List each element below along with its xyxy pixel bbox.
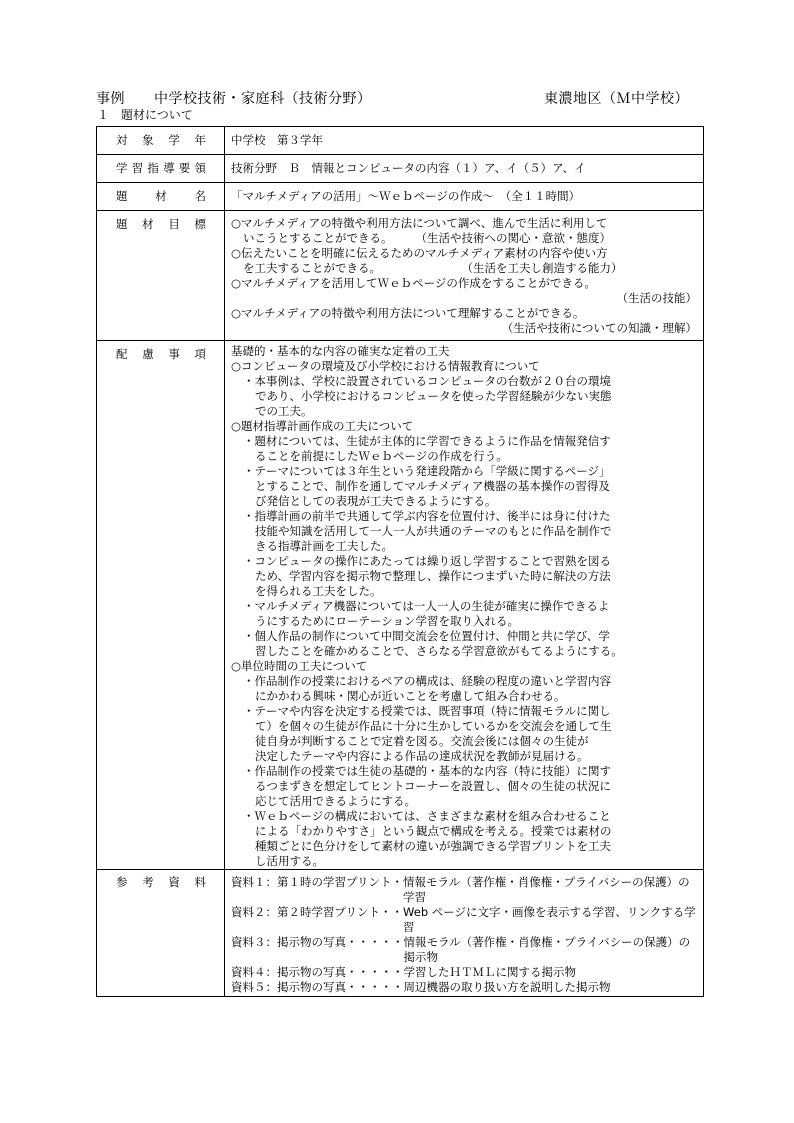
consideration-line: ○単位時間の工夫について xyxy=(231,659,368,673)
consideration-line: ため、学習内容を掲示物で整理し、操作につまずいた時に解決の方法 xyxy=(255,569,611,583)
consideration-line: び発信としての表現が工夫できるようにする。 xyxy=(255,494,497,508)
row-considerations xyxy=(97,341,704,870)
value-cell xyxy=(225,155,704,183)
consideration-line: ・題材については、生徒が主体的に学習できるように作品を情報発信す xyxy=(243,434,611,448)
consideration-line: を得られる工夫をした。 xyxy=(255,584,382,598)
goal-line: （生活の技能） xyxy=(616,291,697,305)
consideration-line: ・作品制作の授業では生徒の基礎的・基本的な内容（特に技能）に関す xyxy=(243,764,611,778)
goal-line: ○マルチメディアを活用してＷｅｂページの作成をすることができる。 xyxy=(231,276,596,290)
row-goals xyxy=(97,211,704,341)
reference-item: 資料１：第１時の学習プリント・ 情報モラル（著作権・肖像権・プライバシーの保護）の学習 xyxy=(231,875,690,904)
consideration-line: きる指導計画を工夫した。 xyxy=(255,539,393,553)
consideration-line: 決定したテーマや内容による作品の達成状況を教師が見届ける。 xyxy=(255,749,589,763)
consideration-line: て）を個々の生徒が作品に十分に生かしているかを交流会を通して生 xyxy=(255,719,612,733)
consideration-line: ・コンピュータの操作にあたっては繰り返し学習することで習熟を図る xyxy=(243,554,611,568)
consideration-line: とすることで、制作を通してマルチメディア機器の基本操作の習得及 xyxy=(255,479,610,493)
row-references xyxy=(97,870,704,997)
reference-item: 資料５：掲示物の写真・・・・・ 周辺機器の取り扱い方を説明した掲示物 xyxy=(231,980,611,994)
reference-item: 資料３：掲示物の写真・・・・・ 情報モラル（著作権・肖像権・プライバシーの保護）の掲示物 xyxy=(231,935,691,964)
consideration-line: ることを前提にしたＷｅｂページの作成を行う。 xyxy=(255,449,508,463)
goal-line: ○マルチメディアの特徴や利用方法について調べ、進んで生活に利用して xyxy=(231,216,608,230)
row-topic xyxy=(97,183,704,211)
section-heading: １ 題材について xyxy=(97,108,193,122)
label-cell: 題 材 名 xyxy=(97,183,225,211)
consideration-line: ・本事例は、学校に設置されているコンピュータの台数が２０台の環境 xyxy=(243,374,611,388)
label-cell: 配 慮 事 項 xyxy=(97,341,225,870)
region-school: 東濃地区（Ｍ中学校） xyxy=(544,91,689,107)
consideration-line: による「わかりやすさ」という観点で構成を考える。授業では素材の xyxy=(255,824,612,838)
label-cell: 参 考 資 料 xyxy=(97,870,225,997)
consideration-line: であり、小学校におけるコンピュータを使った学習経験が少ない実態 xyxy=(255,389,612,403)
consideration-line: ・個人作品の制作について中間交流会を位置付け、仲間と共に学び、学 xyxy=(243,629,610,643)
consideration-line: 徒自身が判断することで定着を図る。交流会後には個々の生徒が xyxy=(255,734,589,748)
consideration-line: うにするためにローテーション学習を取り入れる。 xyxy=(255,614,520,628)
value-cell xyxy=(225,341,704,870)
consideration-line: ・指導計画の前半で共通して学ぶ内容を位置付け、後半には身に付けた xyxy=(243,509,611,523)
consideration-line: 技能や知識を活用して一人一人が共通のテーマのもとに作品を制作で xyxy=(255,524,612,538)
goal-line: （生活や技術についての知識・理解） xyxy=(501,321,697,335)
goal-line: ○伝えたいことを明確に伝えるためのマルチメディア素材の内容や使い方 xyxy=(231,246,608,260)
consideration-line: ○コンピュータの環境及び小学校における情報教育について xyxy=(231,359,540,373)
topic-table xyxy=(96,126,704,997)
consideration-line: での工夫。 xyxy=(255,404,313,418)
consideration-line: ・テーマや内容を決定する授業では、既習事項（特に情報モラルに関し xyxy=(243,704,611,718)
consideration-line: 応じて活用できるようにする。 xyxy=(255,794,416,808)
topic-value: 「マルチメディアの活用」～Ｗｅｂページの作成～ （全１１時間） xyxy=(231,189,581,203)
consideration-line: 習したことを確かめることで、さらなる学習意欲がもてるようにする。 xyxy=(255,644,623,658)
goal-line: いこうとすることができる。 （生活や技術への関心・意欲・態度） xyxy=(243,231,611,245)
reference-item: 資料４：掲示物の写真・・・・・ 学習したＨＴＭＬに関する掲示物 xyxy=(231,965,576,979)
consideration-line: ・テーマについては３年生という発達段階から「学級に関するページ」 xyxy=(243,464,611,478)
goal-line: を工夫することができる。 （生活を工夫し創造する能力） xyxy=(243,261,623,275)
goal-line: ○マルチメディアの特徴や利用方法について理解することができる。 xyxy=(231,306,585,320)
considerations-list xyxy=(225,341,703,869)
consideration-line: ○題材指導計画作成の工夫について xyxy=(231,419,414,433)
consideration-line: ・Ｗｅｂページの構成においては、さまざまな素材を組み合わせること xyxy=(243,809,611,823)
consideration-line: し活用する。 xyxy=(255,854,324,868)
consideration-line: にかかわる興味・関心が近いことを考慮して組み合わせる。 xyxy=(255,689,566,703)
label-cell: 対 象 学 年 xyxy=(97,127,225,155)
consideration-line: 種類ごとに色分けをして素材の違いが強調できる学習プリントを工夫 xyxy=(255,839,612,853)
value-cell xyxy=(225,211,704,341)
consideration-line: ・マルチメディア機器については一人一人の生徒が確実に操作できるよ xyxy=(243,599,610,613)
consideration-line: 基礎的・基本的な内容の確実な定着の工夫 xyxy=(231,344,450,358)
goals-list xyxy=(225,211,703,336)
label-cell: 学 習 指 導 要 領 xyxy=(97,155,225,183)
label-cell: 題 材 目 標 xyxy=(97,211,225,341)
references-list xyxy=(225,870,703,995)
row-curriculum xyxy=(97,155,704,183)
consideration-line: るつまずきを想定してヒントコーナーを設置し、個々の生徒の状況に xyxy=(255,779,611,793)
value-cell xyxy=(225,127,704,155)
value-cell xyxy=(225,870,704,997)
case-title: 事例 中学校技術・家庭科（技術分野） xyxy=(96,91,372,107)
grade-value: 中学校 第３学年 xyxy=(231,133,323,147)
value-cell xyxy=(225,183,704,211)
reference-item: 資料２：第２時学習プリント・・ Web ページに文字・画像を表示する学習、リンクする学習 xyxy=(231,905,696,934)
curriculum-value: 技術分野 Ｂ 情報とコンピュータの内容（１）ア、イ（５）ア、イ xyxy=(231,161,586,175)
row-grade xyxy=(97,127,704,155)
consideration-line: ・作品制作の授業におけるペアの構成は、経験の程度の違いと学習内容 xyxy=(243,674,611,688)
